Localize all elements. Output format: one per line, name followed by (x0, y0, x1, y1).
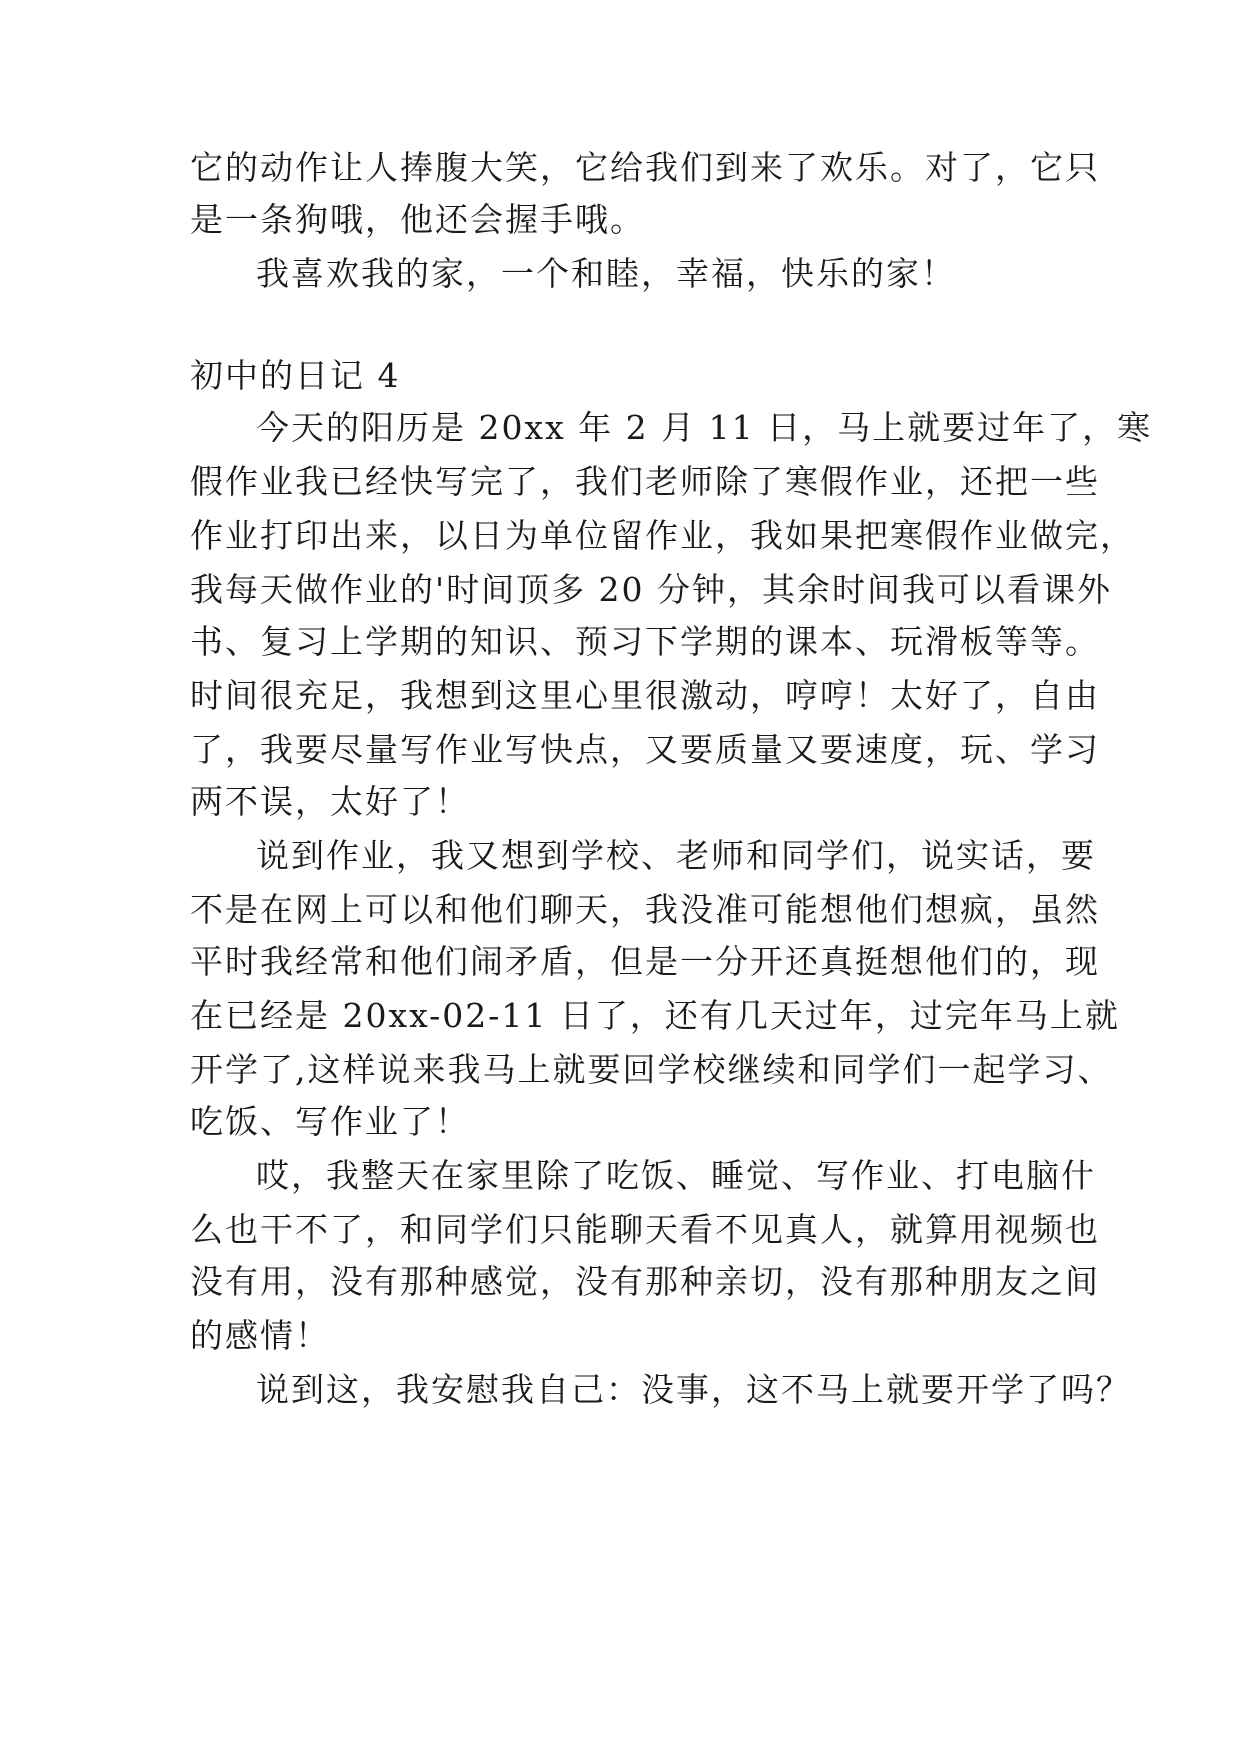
body-line: 两不误，太好了！ (190, 782, 470, 821)
body-line: 开学了,这样说来我马上就要回学校继续和同学们一起学习、 (190, 1050, 1113, 1089)
body-line: 是一条狗哦，他还会握手哦。 (190, 200, 645, 239)
body-line: 它的动作让人捧腹大笑，它给我们到来了欢乐。对了，它只 (190, 148, 1100, 187)
body-line: 今天的阳历是 20xx 年 2 月 11 日，马上就要过年了，寒 (256, 408, 1153, 447)
section-heading: 初中的日记 4 (190, 356, 401, 395)
body-line: 说到作业，我又想到学校、老师和同学们，说实话，要 (256, 836, 1096, 875)
body-line: 书、复习上学期的知识、预习下学期的课本、玩滑板等等。 (190, 622, 1100, 661)
body-line: 我每天做作业的'时间顶多 20 分钟，其余时间我可以看课外 (190, 570, 1113, 609)
body-line: 了，我要尽量写作业写快点，又要质量又要速度，玩、学习 (190, 730, 1100, 769)
body-line: 假作业我已经快写完了，我们老师除了寒假作业，还把一些 (190, 462, 1100, 501)
body-line: 说到这，我安慰我自己：没事，这不马上就要开学了吗？ (256, 1370, 1131, 1409)
body-line: 吃饭、写作业了！ (190, 1102, 470, 1141)
body-line: 时间很充足，我想到这里心里很激动，哼哼！太好了，自由 (190, 676, 1100, 715)
body-line: 在已经是 20xx-02-11 日了，还有几天过年，过完年马上就 (190, 996, 1120, 1035)
body-line: 么也干不了，和同学们只能聊天看不见真人，就算用视频也 (190, 1210, 1100, 1249)
body-line: 我喜欢我的家，一个和睦，幸福，快乐的家！ (256, 254, 956, 293)
body-line: 的感情！ (190, 1316, 330, 1355)
body-line: 哎，我整天在家里除了吃饭、睡觉、写作业、打电脑什 (256, 1156, 1096, 1195)
body-line: 不是在网上可以和他们聊天，我没准可能想他们想疯，虽然 (190, 890, 1100, 929)
body-line: 平时我经常和他们闹矛盾，但是一分开还真挺想他们的，现 (190, 942, 1100, 981)
body-line: 没有用，没有那种感觉，没有那种亲切，没有那种朋友之间 (190, 1262, 1100, 1301)
body-line: 作业打印出来，以日为单位留作业，我如果把寒假作业做完， (190, 516, 1135, 555)
